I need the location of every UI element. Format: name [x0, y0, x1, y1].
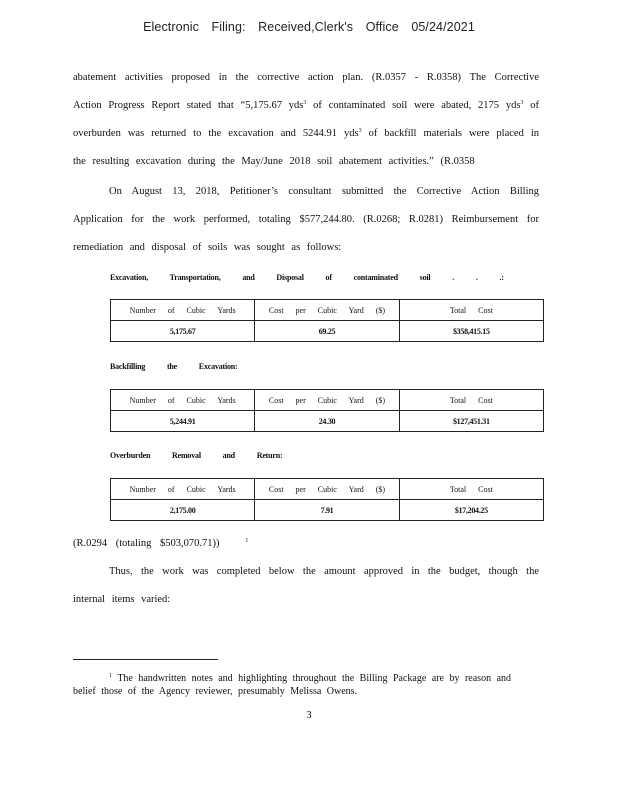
table-header-row — [111, 300, 544, 321]
footnote-reference: 1 — [245, 538, 249, 544]
cost-table-excavation — [110, 299, 544, 342]
table-cell: 5,175.67 — [111, 321, 255, 342]
table-cell: $127,451.31 — [399, 411, 543, 432]
column-header: Total Cost — [399, 390, 543, 411]
column-header: Number of Cubic Yards — [111, 300, 255, 321]
paragraph-conclusion: Thus, the work was completed below the amount approved in the budget, though the internal items varied: — [73, 566, 539, 605]
paragraph-abatement — [73, 64, 539, 176]
paragraph-text: of contaminated soil were abated, 2175 yds — [306, 100, 521, 111]
superscript: 3 — [520, 100, 524, 106]
column-header: Cost per Cubic Yard ($) — [255, 300, 399, 321]
footnote-marker: 1 — [109, 673, 112, 679]
column-header: Number of Cubic Yards — [111, 390, 255, 411]
table-title-excavation: Excavation, Transportation, and Disposal of contaminated soil . . .: — [110, 273, 504, 282]
page-number: 3 — [306, 710, 312, 721]
filing-stamp-header: Electronic Filing: Received,Clerk's Office 05/24/2021 — [143, 20, 475, 34]
table-cell: 69.25 — [255, 321, 399, 342]
table-cell: 2,175.00 — [111, 500, 255, 521]
column-header: Cost per Cubic Yard ($) — [255, 390, 399, 411]
table-cell: $358,415.15 — [399, 321, 543, 342]
table-cell: 5,244.91 — [111, 411, 255, 432]
superscript: 3 — [303, 100, 307, 106]
footnote-divider — [73, 659, 218, 660]
paragraph-billing-application: On August 13, 2018, Petitioner’s consultant submitted the Corrective Action Billing Application for the work performed, totaling $577,244.80. (R.0268; R.0281) Reimbursement for remediation and disposal of soils was sought as follows: — [73, 186, 539, 253]
citation-text: (R.0294 (totaling $503,070.71)) — [73, 538, 220, 549]
column-header: Cost per Cubic Yard ($) — [255, 479, 399, 500]
table-row — [111, 500, 544, 521]
table-cell: $17,204.25 — [399, 500, 543, 521]
table-header-row — [111, 390, 544, 411]
paragraph-text: abatement activities proposed in the corrective action plan. (R.0357 - R.0358) The Corrective Action Progress Report stated that “5,175.67 yds — [73, 72, 539, 111]
column-header: Total Cost — [399, 300, 543, 321]
column-header: Number of Cubic Yards — [111, 479, 255, 500]
table-cell: 24.30 — [255, 411, 399, 432]
footnote — [73, 672, 533, 698]
cost-table-overburden — [110, 478, 544, 521]
table-title-overburden: Overburden Removal and Return: — [110, 451, 283, 460]
table-row — [111, 411, 544, 432]
column-header: Total Cost — [399, 479, 543, 500]
paragraph-total-citation — [73, 530, 539, 558]
footnote-text: The handwritten notes and highlighting throughout the Billing Package are by reason and belief those of the Agency reviewer, presumably Melissa Owens. — [73, 673, 512, 697]
cost-table-backfilling — [110, 389, 544, 432]
table-row — [111, 321, 544, 342]
superscript: 3 — [358, 128, 362, 134]
table-header-row — [111, 479, 544, 500]
table-cell: 7.91 — [255, 500, 399, 521]
table-title-backfilling: Backfilling the Excavation: — [110, 362, 238, 371]
paragraph-text: of backfill materials were placed in the resulting excavation during the May/June 2018 soil abatement activities.” (R.0358 — [73, 128, 540, 167]
paragraph-text: of overburden was returned to the excavation and 5244.91 yds — [73, 100, 539, 139]
